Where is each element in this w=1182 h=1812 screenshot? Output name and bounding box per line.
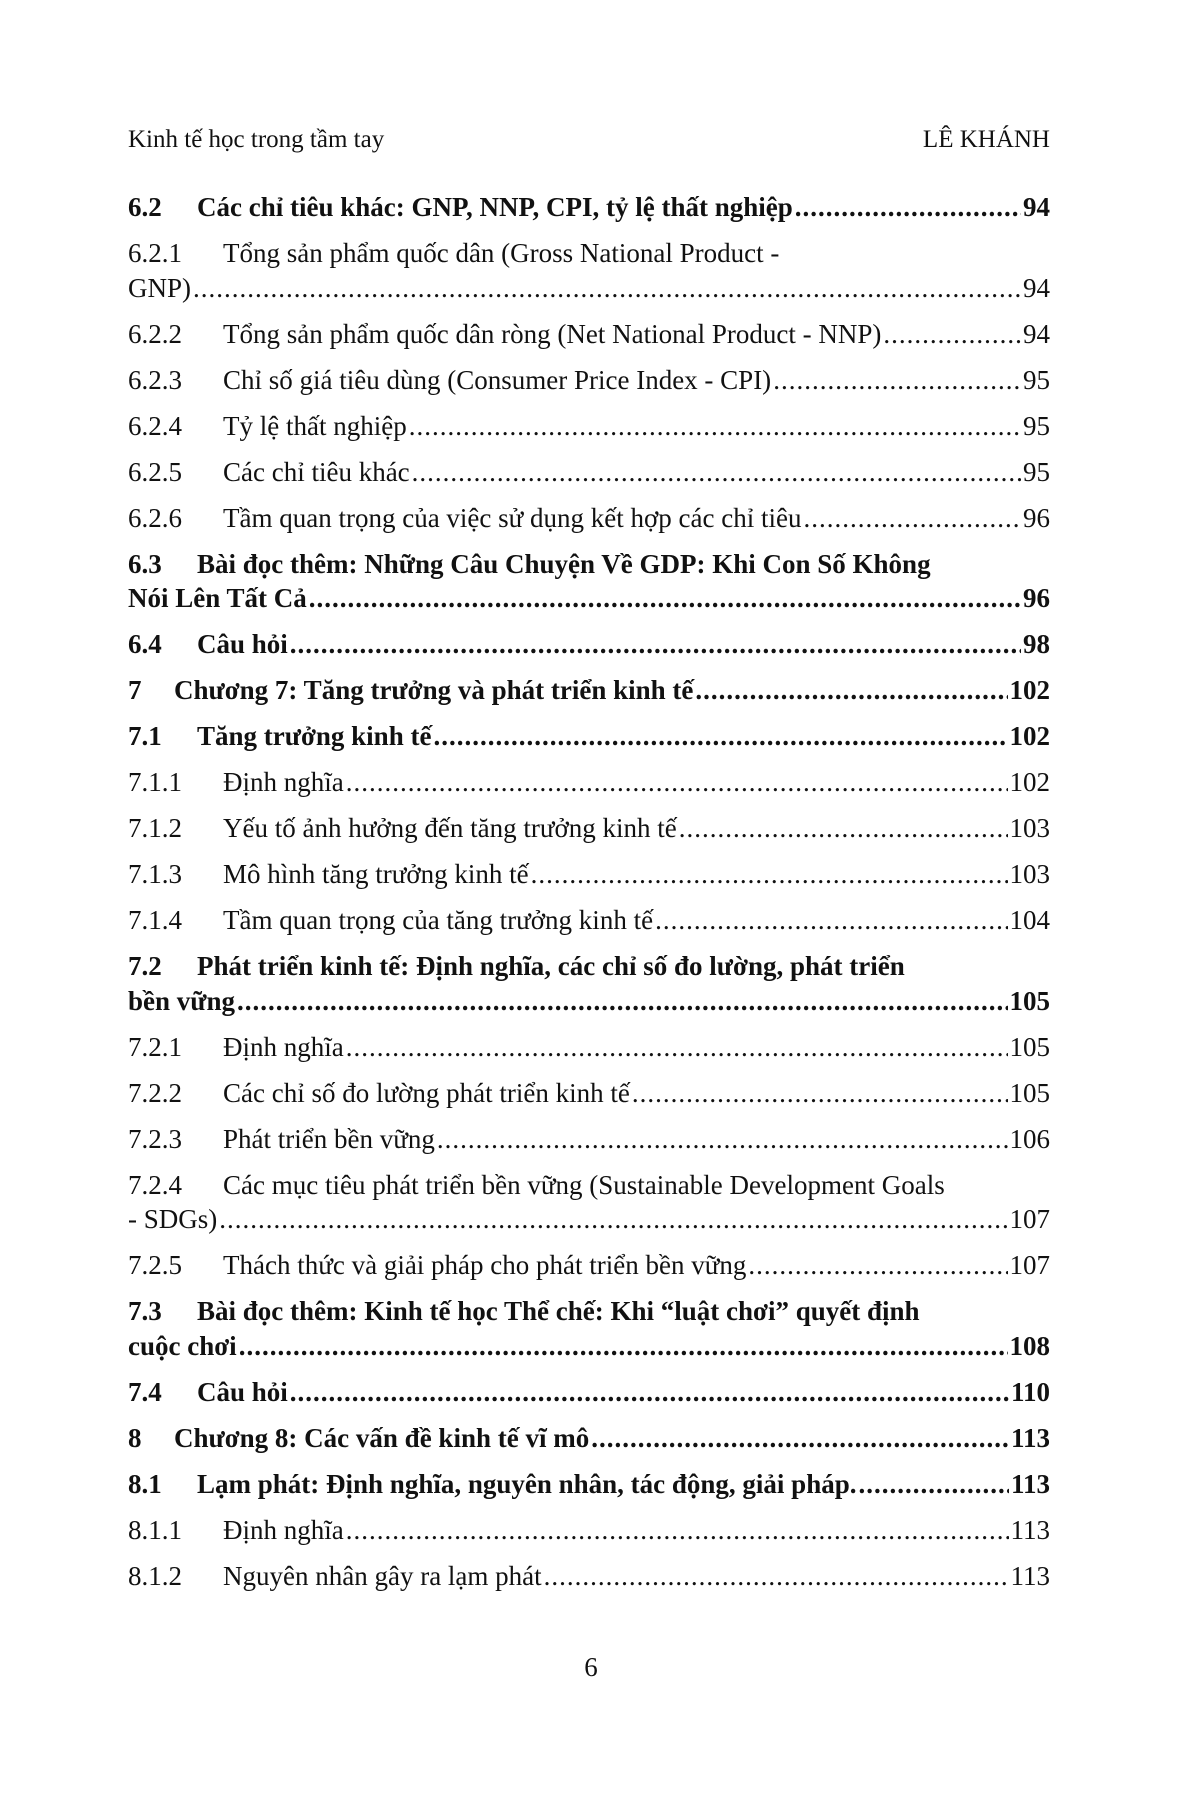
toc-page-number: 103 xyxy=(1009,859,1050,889)
toc-title: Câu hỏi xyxy=(197,1376,288,1407)
toc-line xyxy=(128,1168,1050,1203)
toc-title: Tổng sản phẩm quốc dân (Gross National Product - xyxy=(223,238,780,268)
toc-title: Nguyên nhân gây ra lạm phát xyxy=(223,1560,542,1591)
toc-title: Chỉ số giá tiêu dùng (Consumer Price Index - CPI) xyxy=(223,364,772,395)
toc-line xyxy=(128,1122,1050,1157)
toc-number: 8.1.1 xyxy=(128,1514,182,1545)
toc-line xyxy=(128,1375,1050,1410)
toc-line xyxy=(128,1329,1050,1364)
toc-title: Các chỉ số đo lường phát triển kinh tế xyxy=(223,1077,630,1108)
toc-title: Tầm quan trọng của tăng trưởng kinh tế xyxy=(223,905,654,935)
dot-leader xyxy=(591,1421,1009,1456)
toc-title: Định nghĩa xyxy=(223,1514,344,1545)
toc-page-number: 102 xyxy=(1009,767,1050,797)
toc-entry-7-2-5[interactable] xyxy=(128,1248,1050,1283)
toc-page-number: 98 xyxy=(1023,629,1050,659)
page-number: 6 xyxy=(584,1652,598,1682)
toc-number: 7.1.3 xyxy=(128,859,182,889)
toc-title: Bài đọc thêm: Những Câu Chuyện Về GDP: Khi Con Số Không xyxy=(197,548,931,579)
toc-page-number: 95 xyxy=(1023,410,1050,441)
dot-leader xyxy=(346,765,1008,800)
toc-line xyxy=(128,1076,1050,1111)
toc-line xyxy=(128,1559,1050,1594)
dot-leader xyxy=(632,1076,1008,1111)
toc-entry-7-2-3[interactable] xyxy=(128,1122,1050,1157)
dot-leader xyxy=(412,455,1021,490)
toc-page-number: 96 xyxy=(1023,502,1050,533)
toc-title: Chương 7: Tăng trưởng và phát triển kinh tế xyxy=(174,675,694,705)
toc-number: 7 xyxy=(128,675,142,705)
toc-entry-7-1-3[interactable] xyxy=(128,857,1050,892)
toc-line xyxy=(128,236,1050,271)
toc-page-number: 105 xyxy=(1009,1077,1050,1108)
toc-page-number: 105 xyxy=(1009,985,1050,1016)
toc-title: Phát triển kinh tế: Định nghĩa, các chỉ số đo lường, phát triển xyxy=(197,951,905,981)
toc-entry-7-1-2[interactable] xyxy=(128,811,1050,846)
toc-title: Tỷ lệ thất nghiệp xyxy=(223,410,407,441)
toc-line xyxy=(128,949,1050,984)
toc-title: Chương 8: Các vấn đề kinh tế vĩ mô xyxy=(174,1422,590,1453)
dot-leader xyxy=(290,1375,1009,1410)
dot-leader xyxy=(655,903,1007,938)
toc-title: Thách thức và giải pháp cho phát triển bền vững xyxy=(223,1250,747,1280)
toc-number: 6.2.5 xyxy=(128,456,182,487)
toc-line xyxy=(128,317,1050,352)
toc-number: 8.1 xyxy=(128,1468,162,1499)
toc-number: 6.2.3 xyxy=(128,364,182,395)
toc-number: 7.2.5 xyxy=(128,1250,182,1280)
toc-number: 6.2.6 xyxy=(128,502,182,533)
toc-title: Phát triển bền vững xyxy=(223,1123,435,1154)
dot-leader xyxy=(309,581,1021,616)
toc-line xyxy=(128,1202,1050,1237)
toc-entry-6-4[interactable] xyxy=(128,627,1050,662)
toc-number: 7.4 xyxy=(128,1376,162,1407)
toc-entry-8-1[interactable] xyxy=(128,1467,1050,1502)
toc-number: 7.2.4 xyxy=(128,1169,182,1200)
dot-leader xyxy=(679,811,1008,846)
dot-leader xyxy=(858,1467,1009,1502)
toc-number: 7.1.2 xyxy=(128,813,182,843)
running-header xyxy=(128,122,1050,158)
dot-leader xyxy=(795,190,1021,225)
toc-number: 8.1.2 xyxy=(128,1560,182,1591)
toc-title: Các mục tiêu phát triển bền vững (Sustainable Development Goals xyxy=(223,1169,945,1200)
toc-title: Tổng sản phẩm quốc dân ròng (Net National Product - NNP) xyxy=(223,318,882,349)
author-name: LÊ KHÁNH xyxy=(922,126,1050,153)
toc-line xyxy=(128,984,1050,1019)
toc-page-number: 108 xyxy=(1009,1330,1050,1361)
toc-entry-6-2-1[interactable] xyxy=(128,236,1050,305)
toc-page-number: 104 xyxy=(1009,905,1050,935)
toc-entry-6-2-3[interactable] xyxy=(128,363,1050,398)
toc-line xyxy=(128,1030,1050,1065)
dot-leader xyxy=(346,1513,1009,1548)
toc-line xyxy=(128,811,1050,846)
toc-number: 7.1 xyxy=(128,721,162,751)
toc-line xyxy=(128,271,1050,306)
toc-page-number: 102 xyxy=(1009,675,1050,705)
toc-line xyxy=(128,627,1050,662)
dot-leader xyxy=(219,1202,1007,1237)
toc-line xyxy=(128,719,1050,754)
toc-page-number: 113 xyxy=(1010,1422,1050,1453)
dot-leader xyxy=(290,627,1021,662)
dot-leader xyxy=(346,1030,1008,1065)
toc-title: Định nghĩa xyxy=(223,1031,344,1062)
dot-leader xyxy=(748,1248,1007,1283)
dot-leader xyxy=(193,271,1021,306)
dot-leader xyxy=(239,1329,1008,1364)
toc-entry-8[interactable] xyxy=(128,1421,1050,1456)
toc-number: 7.1.1 xyxy=(128,767,182,797)
toc-page-number: 96 xyxy=(1023,583,1050,613)
toc-entry-8-1-1[interactable] xyxy=(128,1513,1050,1548)
toc-number: 7.2.1 xyxy=(128,1031,182,1062)
dot-leader xyxy=(437,1122,1008,1157)
toc-title: Định nghĩa xyxy=(223,767,344,797)
toc-entry-7-4[interactable] xyxy=(128,1375,1050,1410)
toc-number: 6.2 xyxy=(128,192,162,222)
toc-title: Câu hỏi xyxy=(197,629,288,659)
toc-number: 6.2.4 xyxy=(128,410,182,441)
toc-entry-6-2-5[interactable] xyxy=(128,455,1050,490)
toc-title: GNP) xyxy=(128,272,192,303)
toc-page-number: 94 xyxy=(1023,192,1050,222)
toc-page-number: 107 xyxy=(1009,1204,1050,1234)
toc-number: 6.3 xyxy=(128,548,162,579)
toc-number: 6.4 xyxy=(128,629,162,659)
toc-page-number: 102 xyxy=(1009,721,1050,751)
toc-page-number: 94 xyxy=(1023,318,1050,349)
toc-title: Lạm phát: Định nghĩa, nguyên nhân, tác động, giải pháp. xyxy=(197,1468,857,1499)
toc-page-number: 113 xyxy=(1010,1560,1050,1591)
toc-entry-7-3[interactable] xyxy=(128,1294,1050,1363)
toc-entry-7[interactable] xyxy=(128,673,1050,708)
toc-title: Tăng trưởng kinh tế xyxy=(197,721,432,751)
toc-entry-7-2-2[interactable] xyxy=(128,1076,1050,1111)
toc-entry-8-1-2[interactable] xyxy=(128,1559,1050,1594)
toc-entry-6-2-6[interactable] xyxy=(128,501,1050,536)
toc-title: Các chỉ tiêu khác: GNP, NNP, CPI, tỷ lệ thất nghiệp xyxy=(197,192,793,222)
toc-line xyxy=(128,455,1050,490)
dot-leader xyxy=(883,317,1021,352)
toc-line xyxy=(128,501,1050,536)
toc-title: cuộc chơi xyxy=(128,1330,237,1361)
toc-line xyxy=(128,1248,1050,1283)
toc-number: 6.2.2 xyxy=(128,318,182,349)
toc-page-number: 94 xyxy=(1023,272,1050,303)
toc-line xyxy=(128,673,1050,708)
toc-entry-6-2-2[interactable] xyxy=(128,317,1050,352)
toc-number: 7.1.4 xyxy=(128,905,182,935)
toc-number: 7.2 xyxy=(128,951,162,981)
toc-entry-7-2[interactable] xyxy=(128,949,1050,1018)
toc-page-number: 105 xyxy=(1009,1031,1050,1062)
toc-line xyxy=(128,547,1050,582)
dot-leader xyxy=(773,363,1021,398)
toc-page-number: 95 xyxy=(1023,364,1050,395)
toc-title: Bài đọc thêm: Kinh tế học Thể chế: Khi “luật chơi” quyết định xyxy=(197,1296,920,1326)
toc-number: 7.2.2 xyxy=(128,1077,182,1108)
toc-title: Yếu tố ảnh hưởng đến tăng trưởng kinh tế xyxy=(223,813,677,843)
dot-leader xyxy=(237,984,1008,1019)
toc-number: 7.3 xyxy=(128,1296,162,1326)
toc-line xyxy=(128,1421,1050,1456)
toc-page-number: 107 xyxy=(1009,1250,1050,1280)
toc-line xyxy=(128,190,1050,225)
toc-entry-7-2-4[interactable] xyxy=(128,1168,1050,1237)
toc-entry-6-2[interactable] xyxy=(128,190,1050,225)
toc-line xyxy=(128,363,1050,398)
toc-entry-7-1-4[interactable] xyxy=(128,903,1050,938)
toc-entry-7-1[interactable] xyxy=(128,719,1050,754)
toc-page-number: 95 xyxy=(1023,456,1050,487)
toc-line xyxy=(128,1513,1050,1548)
dot-leader xyxy=(531,857,1008,892)
toc-page-number: 113 xyxy=(1010,1514,1050,1545)
dot-leader xyxy=(544,1559,1009,1594)
toc-title: Nói Lên Tất Cả xyxy=(128,583,307,613)
dot-leader xyxy=(695,673,1007,708)
toc-line xyxy=(128,1467,1050,1502)
toc-line xyxy=(128,765,1050,800)
toc-entry-6-2-4[interactable] xyxy=(128,409,1050,444)
toc-title: Các chỉ tiêu khác xyxy=(223,456,410,487)
toc-title: - SDGs) xyxy=(128,1204,218,1234)
table-of-contents xyxy=(128,190,1050,1605)
toc-line xyxy=(128,409,1050,444)
toc-page-number: 106 xyxy=(1009,1123,1050,1154)
toc-number: 7.2.3 xyxy=(128,1123,182,1154)
book-title: Kinh tế học trong tầm tay xyxy=(128,126,385,153)
toc-page-number: 103 xyxy=(1009,813,1050,843)
toc-number: 8 xyxy=(128,1422,142,1453)
toc-line xyxy=(128,1294,1050,1329)
toc-page-number: 110 xyxy=(1010,1376,1050,1407)
toc-entry-6-3[interactable] xyxy=(128,547,1050,616)
toc-line xyxy=(128,903,1050,938)
dot-leader xyxy=(433,719,1007,754)
toc-number: 6.2.1 xyxy=(128,238,182,268)
toc-title: Mô hình tăng trưởng kinh tế xyxy=(223,859,529,889)
dot-leader xyxy=(409,409,1021,444)
toc-entry-7-1-1[interactable] xyxy=(128,765,1050,800)
toc-line xyxy=(128,857,1050,892)
toc-entry-7-2-1[interactable] xyxy=(128,1030,1050,1065)
toc-page-number: 113 xyxy=(1010,1468,1050,1499)
toc-line xyxy=(128,581,1050,616)
toc-title: Tầm quan trọng của việc sử dụng kết hợp các chỉ tiêu xyxy=(223,502,802,533)
dot-leader xyxy=(803,501,1021,536)
toc-title: bền vững xyxy=(128,985,235,1016)
